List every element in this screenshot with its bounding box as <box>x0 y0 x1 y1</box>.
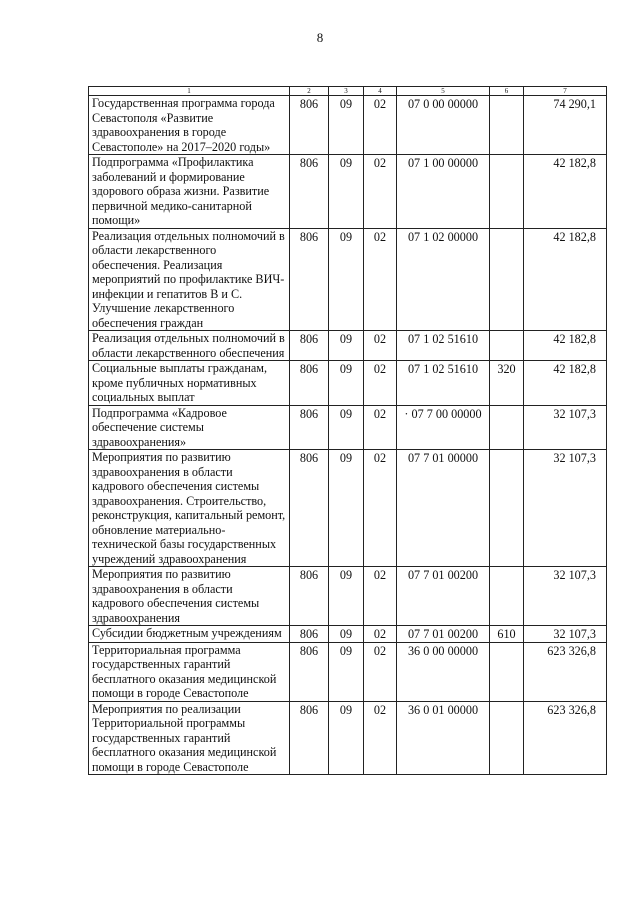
row-name-cell: Территориальная программа государственных гарантий бесплатного оказания медицинской помощи в городе Севастополе <box>89 642 290 701</box>
column-number-3: 3 <box>329 87 364 96</box>
admin-code-cell: 806 <box>290 228 329 331</box>
section-code-cell: 09 <box>329 405 364 450</box>
amount-cell: 32 107,3 <box>524 450 607 567</box>
admin-code-cell: 806 <box>290 450 329 567</box>
subsection-code-cell: 02 <box>364 642 397 701</box>
subsection-code-cell: 02 <box>364 450 397 567</box>
subsection-code-cell: 02 <box>364 228 397 331</box>
row-name-cell: Субсидии бюджетным учреждениям <box>89 626 290 643</box>
column-number-1: 1 <box>89 87 290 96</box>
table-row <box>89 228 607 331</box>
target-article-cell: 07 1 00 00000 <box>397 155 490 229</box>
amount-cell: 32 107,3 <box>524 567 607 626</box>
row-name-cell: Подпрограмма «Кадровое обеспечение системы здравоохранения» <box>89 405 290 450</box>
expense-type-cell: 610 <box>490 626 524 643</box>
admin-code-cell: 806 <box>290 567 329 626</box>
section-code-cell: 09 <box>329 567 364 626</box>
row-name-cell: Подпрограмма «Профилактика заболеваний и формирование здорового образа жизни. Развитие первичной медико-санитарной помощи» <box>89 155 290 229</box>
target-article-cell: 07 7 01 00200 <box>397 567 490 626</box>
expense-type-cell: 320 <box>490 361 524 406</box>
admin-code-cell: 806 <box>290 155 329 229</box>
row-name-cell: Мероприятия по реализации Территориальной программы государственных гарантий бесплатного оказания медицинской помощи в городе Севастополе <box>89 701 290 775</box>
expense-type-cell <box>490 155 524 229</box>
column-number-2: 2 <box>290 87 329 96</box>
subsection-code-cell: 02 <box>364 701 397 775</box>
amount-cell: 32 107,3 <box>524 405 607 450</box>
expense-type-cell <box>490 405 524 450</box>
table-header-row <box>89 87 607 96</box>
expense-type-cell <box>490 331 524 361</box>
amount-cell: 42 182,8 <box>524 228 607 331</box>
subsection-code-cell: 02 <box>364 567 397 626</box>
row-name-cell: Реализация отдельных полномочий в области лекарственного обеспечения. Реализация мероприятий по профилактике ВИЧ-инфекции и гепатитов В и С. Улучшение лекарственного обеспечения граждан <box>89 228 290 331</box>
table-row <box>89 567 607 626</box>
subsection-code-cell: 02 <box>364 405 397 450</box>
table-row <box>89 361 607 406</box>
amount-cell: 74 290,1 <box>524 96 607 155</box>
section-code-cell: 09 <box>329 331 364 361</box>
target-article-cell: · 07 7 00 00000 <box>397 405 490 450</box>
admin-code-cell: 806 <box>290 331 329 361</box>
admin-code-cell: 806 <box>290 405 329 450</box>
column-number-7: 7 <box>524 87 607 96</box>
section-code-cell: 09 <box>329 450 364 567</box>
target-article-cell: 07 1 02 51610 <box>397 331 490 361</box>
row-name-cell: Мероприятия по развитию здравоохранения в области кадрового обеспечения системы здравоохранения <box>89 567 290 626</box>
column-number-5: 5 <box>397 87 490 96</box>
table-row <box>89 701 607 775</box>
subsection-code-cell: 02 <box>364 361 397 406</box>
target-article-cell: 07 7 01 00000 <box>397 450 490 567</box>
section-code-cell: 09 <box>329 626 364 643</box>
subsection-code-cell: 02 <box>364 626 397 643</box>
table-row <box>89 450 607 567</box>
column-number-4: 4 <box>364 87 397 96</box>
target-article-cell: 07 0 00 00000 <box>397 96 490 155</box>
section-code-cell: 09 <box>329 361 364 406</box>
admin-code-cell: 806 <box>290 626 329 643</box>
column-number-6: 6 <box>490 87 524 96</box>
section-code-cell: 09 <box>329 642 364 701</box>
section-code-cell: 09 <box>329 155 364 229</box>
target-article-cell: 07 1 02 00000 <box>397 228 490 331</box>
expense-type-cell <box>490 450 524 567</box>
section-code-cell: 09 <box>329 228 364 331</box>
expense-type-cell <box>490 642 524 701</box>
admin-code-cell: 806 <box>290 361 329 406</box>
admin-code-cell: 806 <box>290 96 329 155</box>
table-row <box>89 96 607 155</box>
amount-cell: 623 326,8 <box>524 642 607 701</box>
table-row <box>89 626 607 643</box>
admin-code-cell: 806 <box>290 701 329 775</box>
subsection-code-cell: 02 <box>364 96 397 155</box>
budget-table <box>88 86 607 775</box>
admin-code-cell: 806 <box>290 642 329 701</box>
amount-cell: 42 182,8 <box>524 155 607 229</box>
amount-cell: 42 182,8 <box>524 361 607 406</box>
target-article-cell: 07 1 02 51610 <box>397 361 490 406</box>
target-article-cell: 07 7 01 00200 <box>397 626 490 643</box>
page-number: 8 <box>316 30 324 45</box>
section-code-cell: 09 <box>329 96 364 155</box>
expense-type-cell <box>490 96 524 155</box>
row-name-cell: Государственная программа города Севастополя «Развитие здравоохранения в городе Севастополе» на 2017–2020 годы» <box>89 96 290 155</box>
amount-cell: 42 182,8 <box>524 331 607 361</box>
amount-cell: 32 107,3 <box>524 626 607 643</box>
subsection-code-cell: 02 <box>364 155 397 229</box>
table-row <box>89 331 607 361</box>
table-row <box>89 405 607 450</box>
expense-type-cell <box>490 567 524 626</box>
subsection-code-cell: 02 <box>364 331 397 361</box>
row-name-cell: Реализация отдельных полномочий в области лекарственного обеспечения <box>89 331 290 361</box>
row-name-cell: Социальные выплаты гражданам, кроме публичных нормативных социальных выплат <box>89 361 290 406</box>
expense-type-cell <box>490 228 524 331</box>
expense-type-cell <box>490 701 524 775</box>
target-article-cell: 36 0 00 00000 <box>397 642 490 701</box>
table-row <box>89 155 607 229</box>
row-name-cell: Мероприятия по развитию здравоохранения в области кадрового обеспечения системы здравоохранения. Строительство, реконструкция, капитальный ремонт, обновление материально-технической базы государственных учреждений здравоохранения <box>89 450 290 567</box>
target-article-cell: 36 0 01 00000 <box>397 701 490 775</box>
amount-cell: 623 326,8 <box>524 701 607 775</box>
section-code-cell: 09 <box>329 701 364 775</box>
table-row <box>89 642 607 701</box>
